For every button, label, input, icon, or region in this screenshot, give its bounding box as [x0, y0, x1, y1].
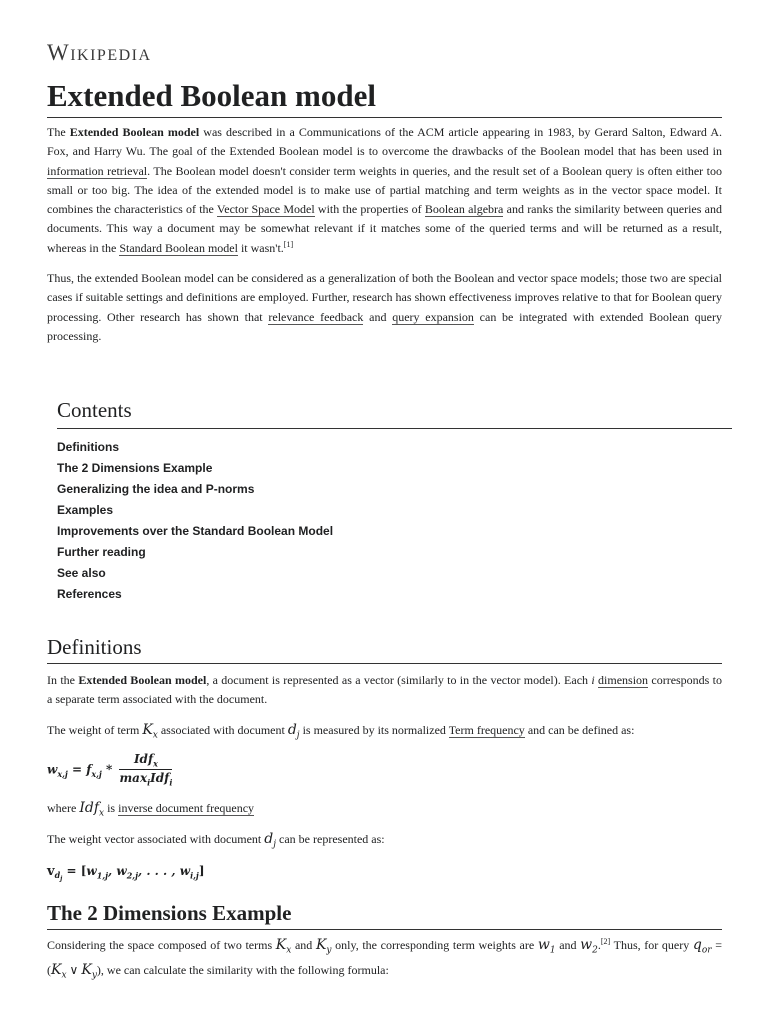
table-of-contents [57, 396, 347, 605]
link-vector-space-model[interactable]: Vector Space Model [216, 202, 315, 217]
section-heading-2-dimensions-example: The 2 Dimensions Example [47, 900, 722, 930]
toc-item-further-reading[interactable]: Further reading [57, 545, 146, 559]
example-paragraph-1: Considering the space composed of two terms $K_x$ and $K_y$ only, the corresponding term weights are $w_1$ and $w_2.[2]$ Thus, for query $q_{or} = (K_x$ ∨ $K_y$), we can calculate the similarity with the following formula: [47, 937, 722, 981]
toc-item-references[interactable]: References [57, 587, 122, 601]
definitions-paragraph-3: where Idf$_x$ is inverse document frequency [47, 800, 255, 819]
wikipedia-logo[interactable]: Wikipedia [47, 40, 152, 65]
toc-item-definitions[interactable]: Definitions [57, 440, 119, 454]
formula-term-weight: $w_{x,j} = f_{x,j}$ * $\frac{Idf_x}{\max_iIdf_i}$ [47, 752, 173, 788]
toc-item-2-dimensions-example[interactable]: The 2 Dimensions Example [57, 461, 213, 475]
link-information-retrieval[interactable]: information retrieval [47, 163, 148, 178]
toc-item-generalizing-p-norms[interactable]: Generalizing the idea and P-norms [57, 482, 255, 496]
link-dimension[interactable]: dimension [598, 673, 649, 687]
link-term-frequency[interactable]: Term frequency [448, 723, 525, 737]
toc-item-see-also[interactable]: See also [57, 566, 106, 580]
link-inverse-document-frequency[interactable]: inverse document frequency [118, 801, 255, 815]
formula-weight-vector: $v_{d_j} = [w_{1,j}$, $w_{2,j}$, . . . , $w_{i,j}$] [47, 864, 205, 883]
link-relevance-feedback[interactable]: relevance feedback [268, 309, 364, 324]
reference-1[interactable]: [1] [283, 239, 294, 249]
toc-item-improvements[interactable]: Improvements over the Standard Boolean Model [57, 524, 334, 538]
link-standard-boolean-model[interactable]: Standard Boolean model [119, 240, 238, 255]
toc-list [57, 437, 347, 605]
toc-item-examples[interactable]: Examples [57, 503, 114, 517]
link-query-expansion[interactable]: query expansion [392, 309, 474, 324]
fraction: $\frac{Idf_x}{\max_iIdf_i}$ [119, 752, 173, 788]
intro-paragraph-1: The Extended Boolean model was described in a Communications of the ACM article appearing in 1983, by Gerard Salton, Edward A. Fox, and Harry Wu. The goal of the Extended Boolean model is to overcome the drawbacks of the Boolean model that has been used in information retrieval. The Boolean model doesn't consider term weights in queries, and the result set of a Boolean query is often either too small or too big. The idea of the extended model is to make use of partial matching and term weights as in the vector space model. It combines the characteristics of the Vector Space Model with the properties of Boolean algebra and ranks the similarity between queries and documents. This way a document may be somewhat relevant if it matches some of the queried terms and will be returned as a result, whereas in the Standard Boolean model it wasn't.[1] [47, 125, 723, 255]
reference-2[interactable]: [2] [600, 937, 611, 946]
link-boolean-algebra[interactable]: Boolean algebra [424, 202, 504, 217]
toc-title: Contents [57, 396, 732, 429]
definitions-paragraph-4: The weight vector associated with document $d_j$ can be represented as: [47, 831, 385, 850]
intro-paragraph-2: Thus, the extended Boolean model can be considered as a generalization of both the Boolean and vector space models; those two are special cases if suitable settings and definitions are employed. Further, research has shown effectiveness improves relative to that for Boolean query processing. Other research has shown that relevance feedback and query expansion can be integrated with extended Boolean query processing. [47, 271, 723, 343]
definitions-paragraph-1: In the Extended Boolean model, a document is represented as a vector (similarly to in the vector model). Each i dimension corresponds to a separate term associated with the document. [47, 673, 723, 707]
section-heading-definitions: Definitions [47, 634, 722, 664]
definitions-paragraph-2: The weight of term $K_x$ associated with document $d_j$ is measured by its normalized Term frequency and can be defined as: [47, 722, 635, 741]
page-title: Extended Boolean model [47, 80, 722, 118]
